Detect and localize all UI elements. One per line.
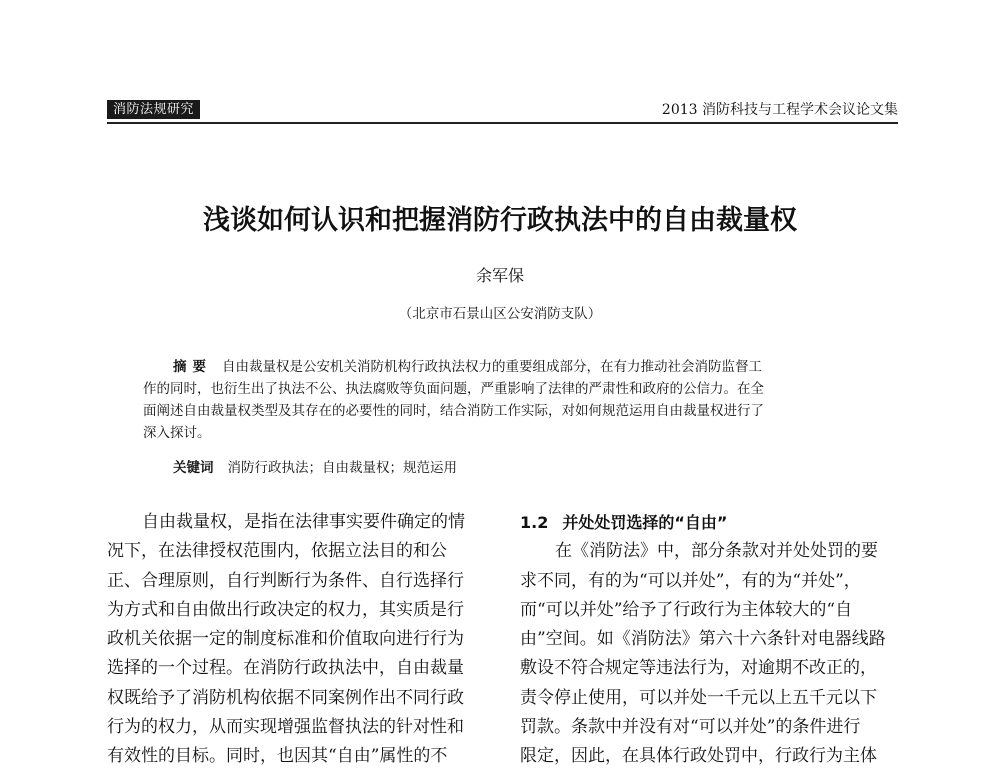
body-line: 政机关依据一定的制度标准和价值取向进行行为	[107, 629, 464, 650]
proceedings-title: 2013 消防科技与工程学术会议论文集	[661, 102, 898, 118]
body-line: 求不同，有的为“可以并处”，有的为“并处”，	[520, 570, 861, 591]
body-line: 自由裁量权，是指在法律事实要件确定的情	[142, 512, 465, 532]
body-line: 罚款。条款中并没有对“可以并处”的条件进行	[520, 717, 861, 738]
abstract-line: 作的同时，也衍生出了执法不公、执法腐败等负面问题，严重影响了法律的严肃性和政府的公信力。在全	[143, 381, 764, 397]
abstract-label: 摘要	[173, 359, 212, 375]
body-line: 权既给予了消防机构依据不同案例作出不同行政	[107, 687, 464, 708]
body-line: 敷设不符合规定等违法行为，对逾期不改正的，	[520, 658, 877, 679]
section-tag: 消防法规研究	[107, 100, 200, 119]
section-heading	[520, 508, 898, 537]
body-line: 有效性的目标。同时，也因其“自由”属性的不	[107, 746, 448, 767]
body-column-left	[107, 508, 483, 772]
author-name: 余军保	[475, 266, 524, 285]
body-column-right	[520, 508, 898, 772]
abstract-block	[143, 356, 866, 444]
paper-title: 浅谈如何认识和把握消防行政执法中的自由裁量权	[203, 205, 797, 236]
author-affiliation: （北京市石景山区公安消防支队）	[398, 306, 602, 322]
abstract-line: 面阐述自由裁量权类型及其存在的必要性的同时，结合消防工作实际，对如何规范运用自由裁量权进行了	[143, 403, 764, 419]
keywords-text: 消防行政执法；自由裁量权；规范运用	[227, 460, 457, 476]
body-line: 为方式和自由做出行政决定的权力，其实质是行	[107, 599, 464, 620]
section-title: 并处处罚选择的“自由”	[562, 513, 728, 532]
abstract-text: 自由裁量权是公安机关消防机构行政执法权力的重要组成部分，在有力推动社会消防监督工	[222, 359, 762, 375]
body-line: 由”空间。如《消防法》第六十六条针对电器线路	[520, 629, 886, 650]
body-line: 选择的一个过程。在消防行政执法中，自由裁量	[107, 658, 464, 679]
body-line: 行为的权力，从而实现增强监督执法的针对性和	[107, 717, 464, 738]
body-line: 在《消防法》中，部分条款对并处处罚的要	[555, 541, 878, 562]
abstract-line	[143, 356, 866, 378]
keywords-line	[173, 458, 457, 478]
body-line: 而“可以并处”给予了行政行为主体较大的“自	[520, 599, 853, 620]
body-line: 限定，因此，在具体行政处罚中，行政行为主体	[520, 746, 877, 767]
keywords-label: 关键词	[173, 460, 214, 476]
section-number: 1.2	[520, 513, 549, 532]
abstract-line: 深入探讨。	[143, 425, 211, 441]
header-divider	[107, 122, 898, 124]
body-line: 责令停止使用，可以并处一千元以上五千元以下	[520, 687, 877, 708]
body-line: 况下，在法律授权范围内，依据立法目的和公	[107, 541, 447, 562]
body-line: 正、合理原则，自行判断行为条件、自行选择行	[107, 570, 464, 591]
